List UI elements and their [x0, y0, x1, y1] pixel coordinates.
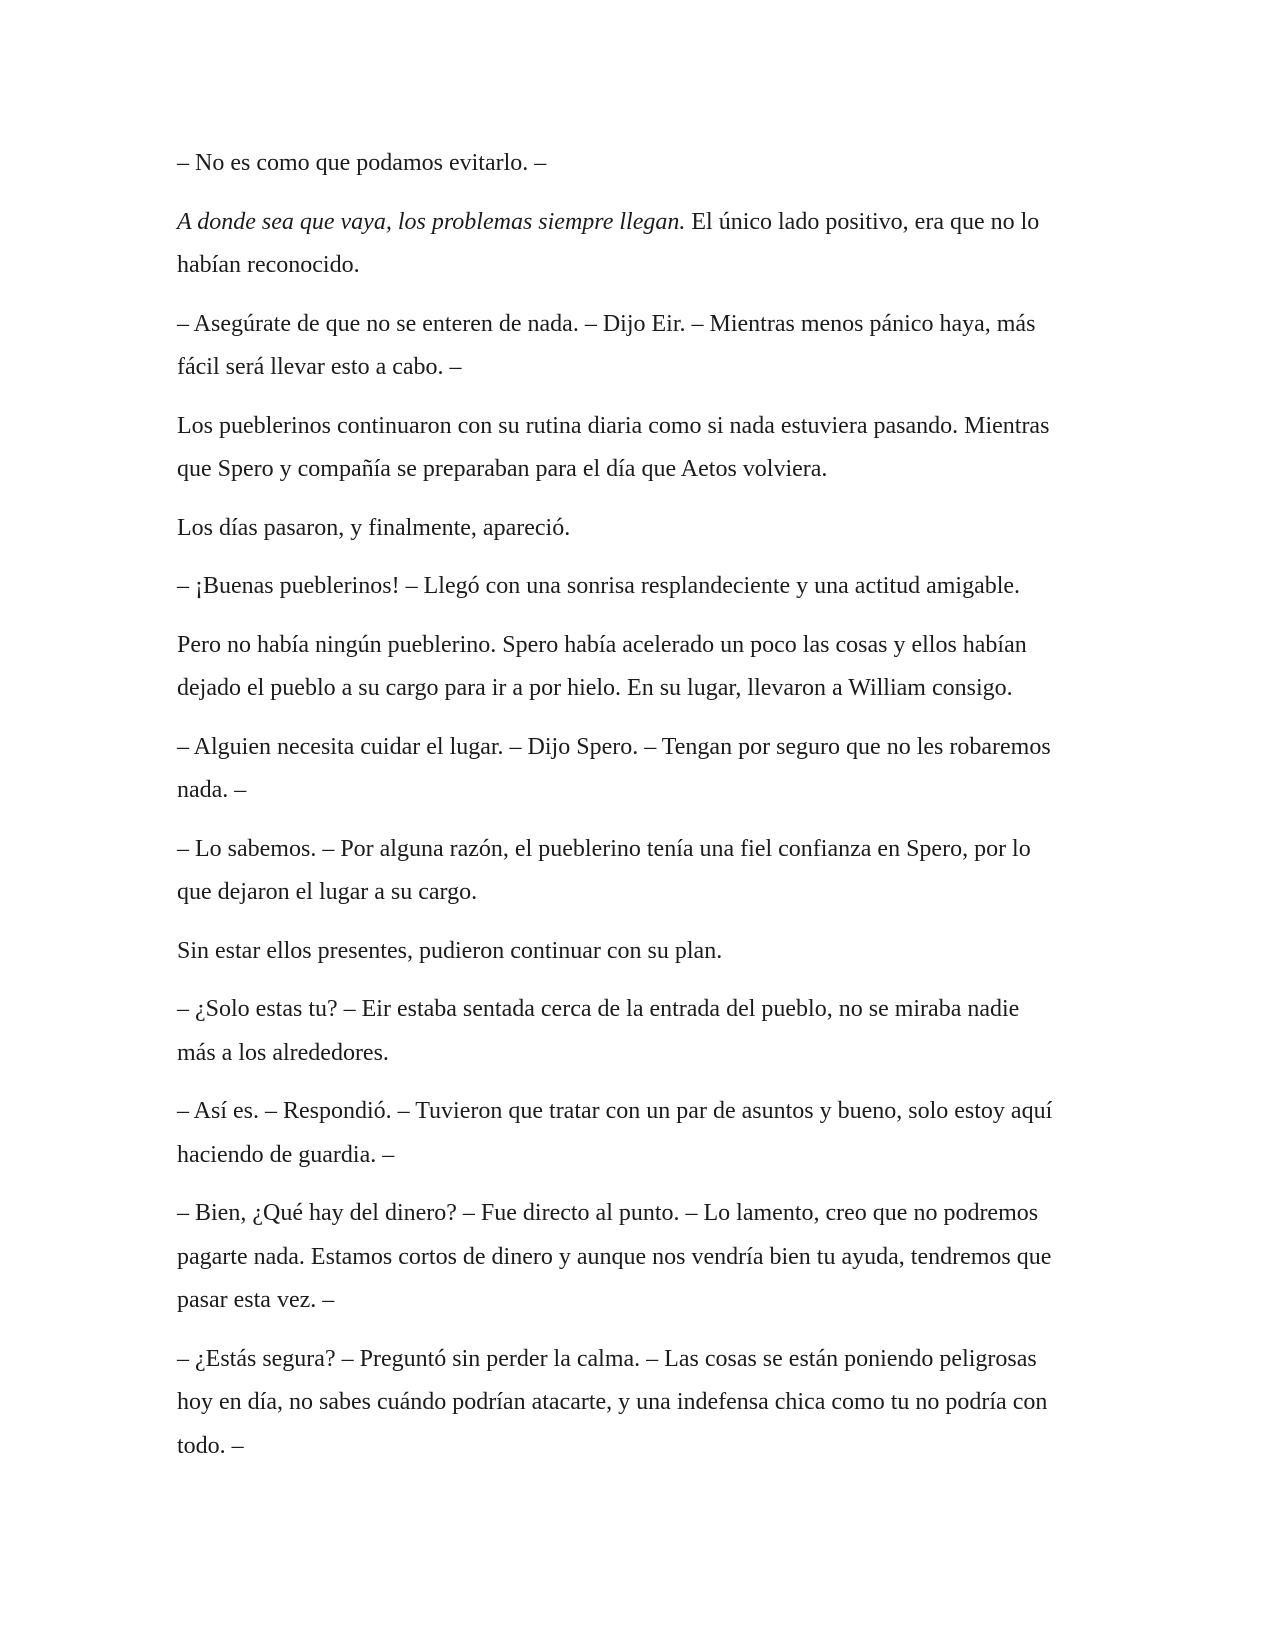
text-line	[177, 448, 1097, 492]
text-segment: Los pueblerinos continuaron con su rutina diaria como si nada estuviera pasando. Mientras	[177, 412, 1050, 439]
text-line	[177, 1381, 1097, 1425]
text-segment: – ¿Estás segura? – Preguntó sin perder la calma. – Las cosas se están poniendo peligrosas	[177, 1345, 1037, 1372]
paragraph	[177, 1338, 1097, 1469]
paragraph	[177, 726, 1097, 813]
text-segment: – ¡Buenas pueblerinos! – Llegó con una sonrisa resplandeciente y una actitud amigable.	[177, 573, 1021, 599]
paragraph	[177, 930, 1097, 974]
text-line	[177, 871, 1097, 915]
paragraph	[177, 828, 1097, 915]
italic-text: A donde sea que vaya, los problemas siempre llegan.	[177, 208, 686, 235]
text-segment: todo. –	[177, 1432, 244, 1459]
text-line	[177, 726, 1097, 770]
paragraph	[177, 624, 1097, 711]
paragraph	[177, 1192, 1097, 1323]
paragraph	[177, 1090, 1097, 1177]
text-segment: Sin estar ellos presentes, pudieron continuar con su plan.	[177, 937, 723, 964]
paragraph	[177, 142, 1097, 186]
paragraph	[177, 201, 1097, 288]
text-segment: fácil será llevar esto a cabo. –	[177, 354, 462, 380]
text-line	[177, 1134, 1097, 1178]
text-segment: que dejaron el lugar a su cargo.	[177, 879, 478, 905]
text-segment: – Bien, ¿Qué hay del dinero? – Fue directo al punto. – Lo lamento, creo que no podremos	[177, 1200, 1039, 1226]
text-line	[177, 1032, 1097, 1076]
text-line	[177, 1338, 1097, 1382]
text-segment: nada. –	[177, 777, 247, 803]
text-segment: Pero no había ningún pueblerino. Spero había acelerado un poco las cosas y ellos habían	[177, 631, 1027, 658]
text-line	[177, 303, 1097, 347]
text-line	[177, 624, 1097, 668]
text-line	[177, 142, 1097, 186]
text-line	[177, 1236, 1097, 1280]
paragraph	[177, 507, 1097, 551]
text-line	[177, 667, 1097, 711]
text-segment: haciendo de guardia. –	[177, 1141, 395, 1168]
text-line	[177, 405, 1097, 449]
text-line	[177, 346, 1097, 390]
text-line	[177, 1279, 1097, 1323]
text-segment: Los días pasaron, y finalmente, apareció.	[177, 514, 571, 541]
text-segment: – Alguien necesita cuidar el lugar. – Dijo Spero. – Tengan por seguro que no les robaremos	[177, 733, 1051, 760]
text-segment: – Asegúrate de que no se enteren de nada. – Dijo Eir. – Mientras menos pánico haya, más	[177, 310, 1036, 337]
paragraph	[177, 303, 1097, 390]
text-line	[177, 769, 1097, 813]
text-line	[177, 201, 1097, 245]
text-line	[177, 1192, 1097, 1236]
text-line	[177, 1090, 1097, 1134]
text-segment: hoy en día, no sabes cuándo podrían atacarte, y una indefensa chica como tu no podría con	[177, 1389, 1048, 1415]
paragraph	[177, 405, 1097, 492]
body-text	[177, 142, 1097, 1483]
text-line	[177, 930, 1097, 974]
text-segment: – Lo sabemos. – Por alguna razón, el pueblerino tenía una fiel confianza en Spero, por lo	[177, 835, 1031, 862]
paragraph	[177, 988, 1097, 1075]
text-line	[177, 988, 1097, 1032]
text-segment: dejado el pueblo a su cargo para ir a por hielo. En su lugar, llevaron a William consigo.	[177, 675, 1013, 701]
text-segment: – No es como que podamos evitarlo. –	[177, 150, 547, 176]
text-line	[177, 507, 1097, 551]
text-line	[177, 828, 1097, 872]
text-segment: más a los alrededores.	[177, 1039, 389, 1066]
text-segment: pagarte nada. Estamos cortos de dinero y aunque nos vendría bien tu ayuda, tendremos que	[177, 1243, 1052, 1270]
text-segment: que Spero y compañía se preparaban para el día que Aetos volviera.	[177, 456, 828, 482]
text-segment: El único lado positivo, era que no lo	[685, 208, 1040, 235]
text-line	[177, 565, 1097, 609]
text-segment: – Así es. – Respondió. – Tuvieron que tratar con un par de asuntos y bueno, solo estoy aquí	[177, 1098, 1053, 1124]
text-segment: – ¿Solo estas tu? – Eir estaba sentada cerca de la entrada del pueblo, no se miraba nadie	[177, 996, 1020, 1022]
text-segment: habían reconocido.	[177, 252, 360, 278]
paragraph	[177, 565, 1097, 609]
text-line	[177, 244, 1097, 288]
text-segment: pasar esta vez. –	[177, 1287, 335, 1313]
text-line	[177, 1425, 1097, 1469]
